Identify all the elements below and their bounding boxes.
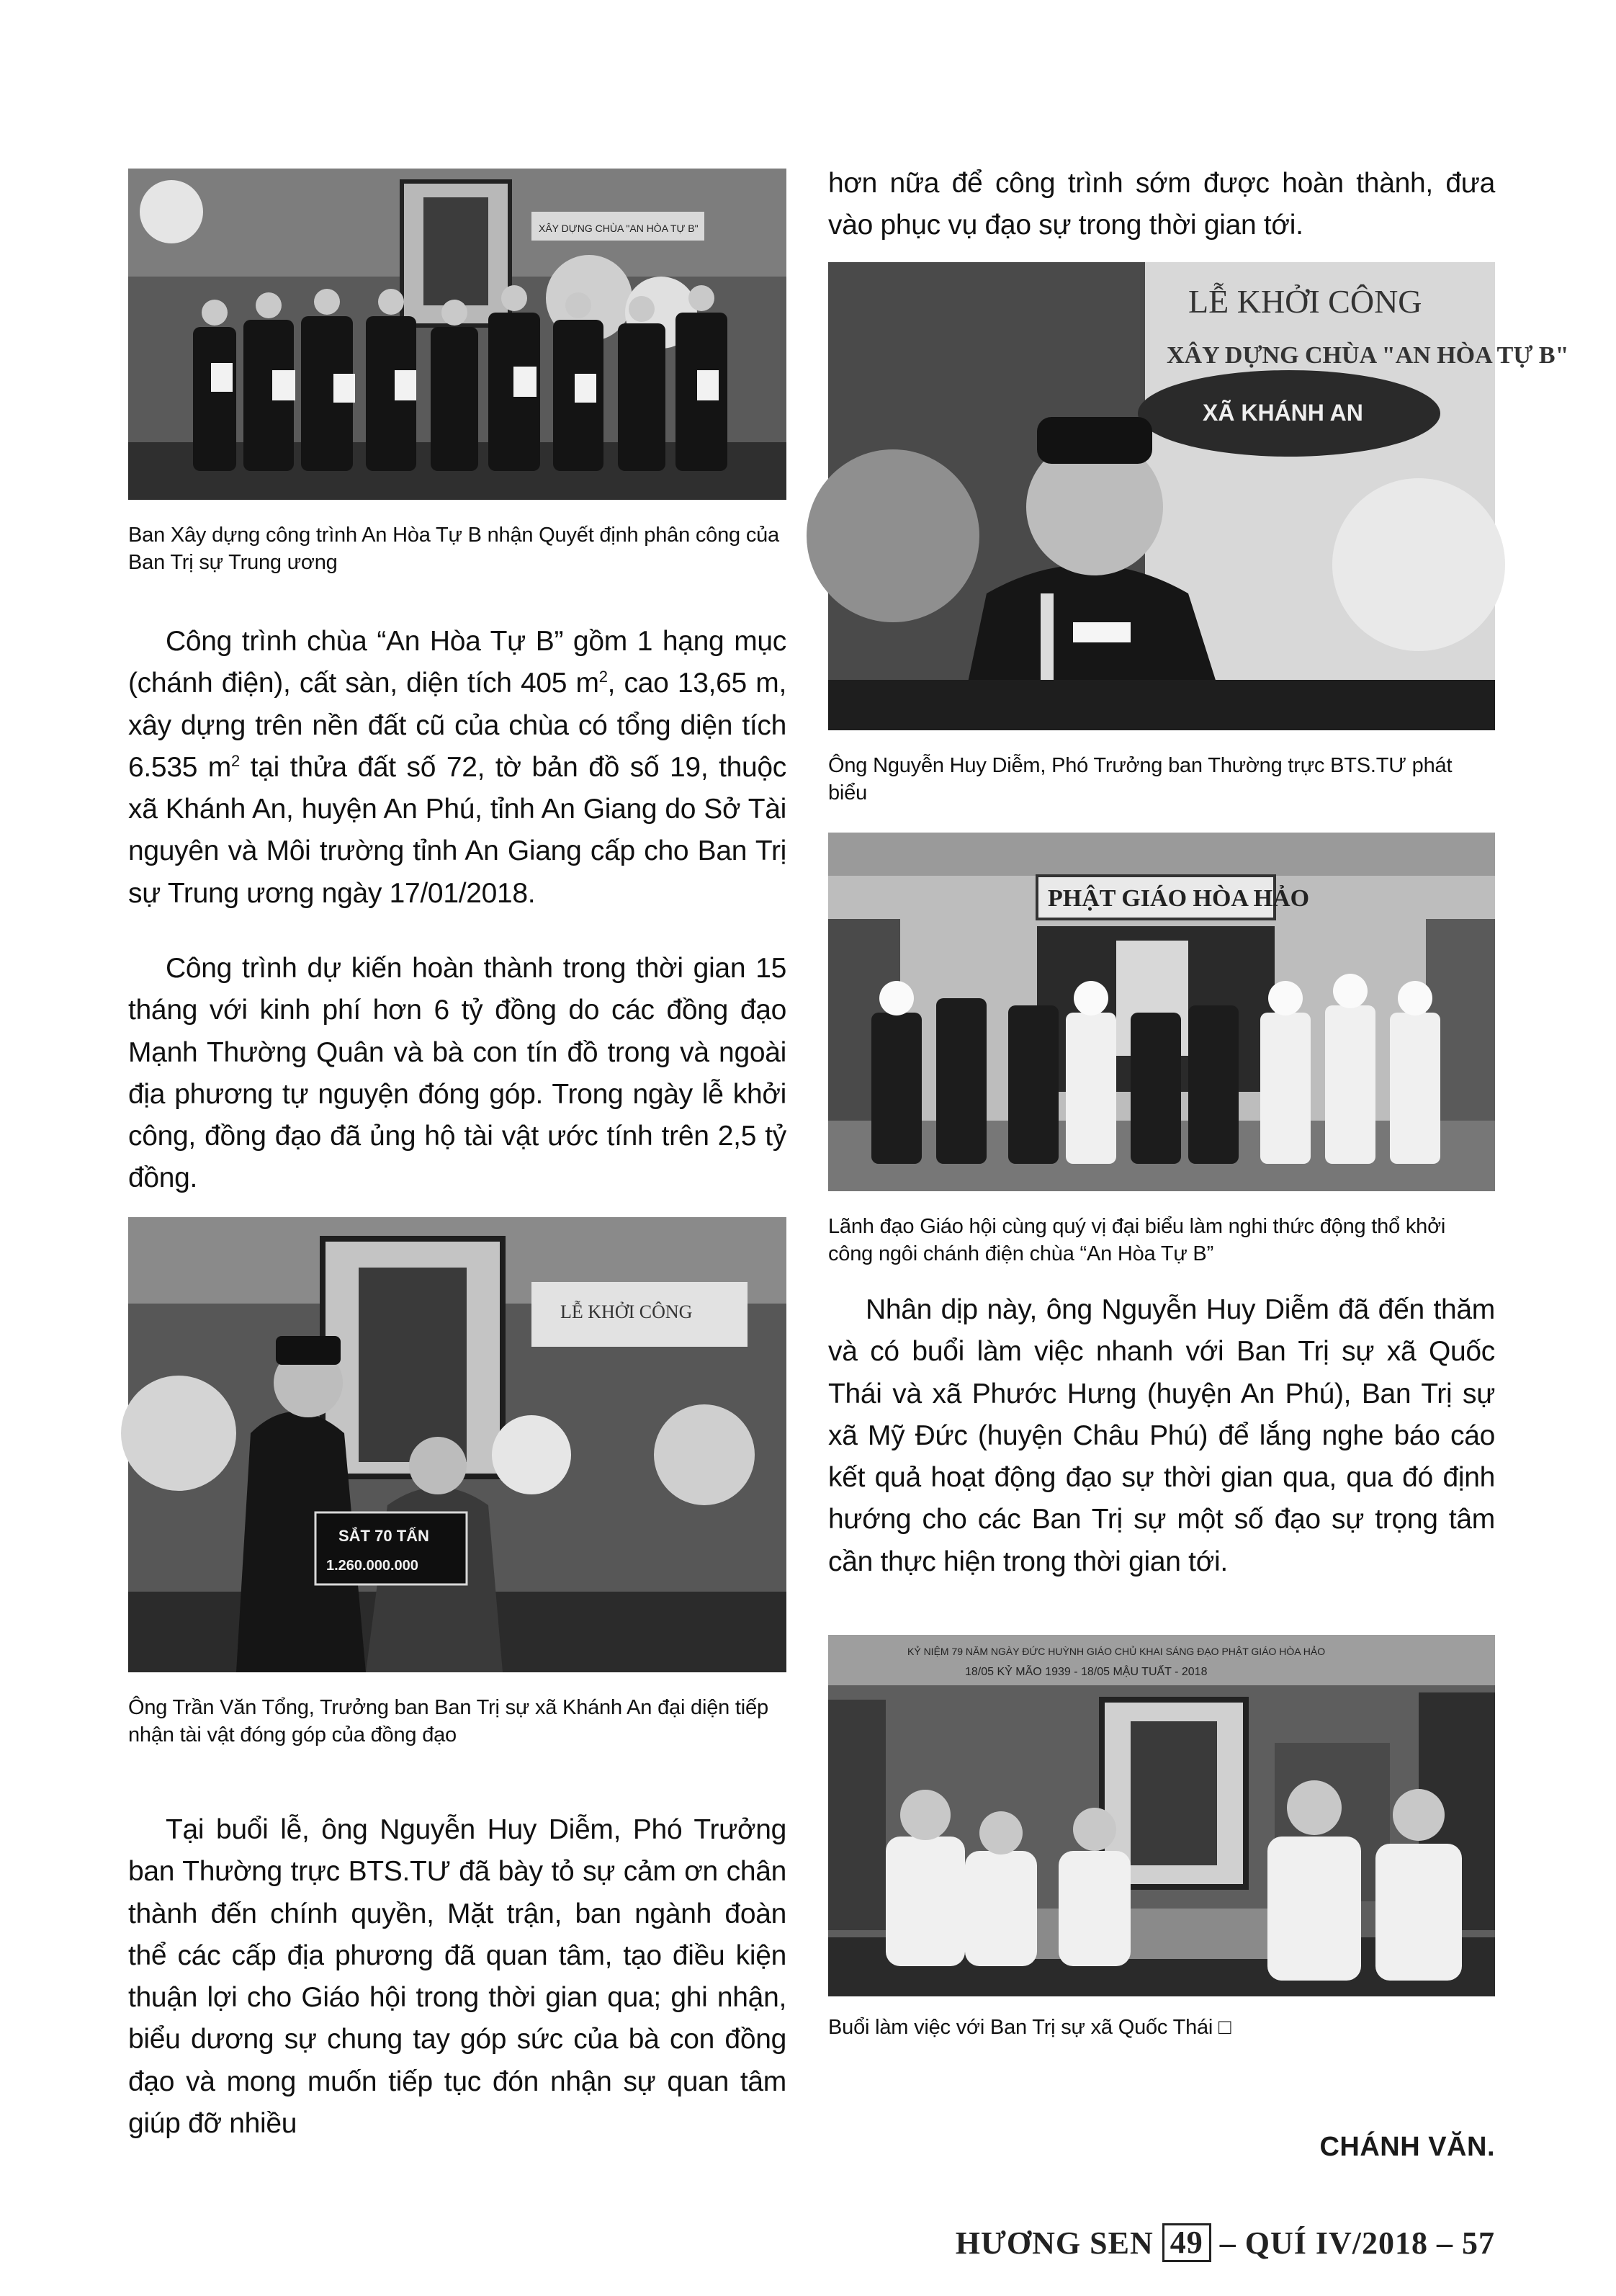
paragraph-working-visit: Nhân dịp này, ông Nguyễn Huy Diễm đã đến thăm và có buổi làm việc nhanh với Ban Trị sự xã Quốc Thái và xã Phước Hưng (huyện An Phú), Ban Trị sự xã Mỹ Đức (huyện Châu Phú) để lắng nghe báo cáo kết quả hoạt động đạo sự thời gian qua, qua đó định hướng cho các Ban Trị sự một số đạo sự trọng tâm cần thực hiện trong thời gian tới. <box>828 1294 1495 1577</box>
photo1-banner-text: XÂY DỰNG CHÙA "AN HÒA TỰ B" <box>539 223 699 234</box>
photo2-sign-line2: 1.260.000.000 <box>326 1558 418 1574</box>
paragraph-gratitude: Tại buổi lễ, ông Nguyễn Huy Diễm, Phó Trưởng ban Thường trực BTS.TƯ đã bày tỏ sự cảm ơn chân thành đến chính quyền, Mặt trận, ban ngành đoàn thể các cấp địa phương đã quan tâm, tạo điều kiện thuận lợi cho Giáo hội trong thời gian qua; ghi nhận, biểu dương sự chung tay góp sức của bà con đồng đạo và mong muốn tiếp tục đón nhận sự quan tâm giúp đỡ nhiều <box>128 1814 786 2140</box>
para1-part-a: Công trình chùa “An Hòa Tự B” gồm 1 hạng mục (chánh điện), cất sàn, diện tích 405 m <box>128 626 786 699</box>
photo2-banner-text: LỄ KHỞI CÔNG <box>560 1301 693 1322</box>
photo-working-session <box>828 1635 1495 1996</box>
photo4-caption: Lãnh đạo Giáo hội cùng quý vị đại biểu làm nghi thức động thổ khởi công ngôi chánh điện chùa “An Hòa Tự B” <box>828 1215 1446 1265</box>
end-mark: □ <box>1218 2016 1231 2039</box>
photo-speech <box>828 262 1569 730</box>
photo2-caption: Ông Trần Văn Tổng, Trưởng ban Ban Trị sự xã Khánh An đại diện tiếp nhận tài vật đóng góp của đồng đạo <box>128 1696 768 1746</box>
photo5-caption <box>828 2014 1495 2041</box>
photo3-caption: Ông Nguyễn Huy Diễm, Phó Trưởng ban Thường trực BTS.TƯ phát biểu <box>828 754 1453 804</box>
photo-construction-committee <box>128 169 786 500</box>
page-number: 57 <box>1462 2225 1495 2261</box>
photo1-caption: Ban Xây dựng công trình An Hòa Tự B nhận Quyết định phân công của Ban Trị sự Trung ương <box>128 524 779 574</box>
photo5-banner-line2: 18/05 KỶ MÃO 1939 - 18/05 MẬU TUẤT - 2018 <box>965 1666 1208 1678</box>
photo-groundbreaking <box>828 833 1495 1191</box>
magazine-name: HƯƠNG SEN <box>955 2225 1154 2261</box>
photo3-banner-line2: XÂY DỰNG CHÙA "AN HÒA TỰ B" <box>1167 342 1569 369</box>
para1-part-c: tại thửa đất số 72, tờ bản đồ số 19, thuộc xã Khánh An, huyện An Phú, tỉnh An Giang do Sở Tài nguyên và Môi trường tỉnh An Giang cấp cho Ban Trị sự Trung ương ngày 17/01/2018. <box>128 751 786 909</box>
photo5-banner-line1: KỶ NIỆM 79 NĂM NGÀY ĐỨC HUỲNH GIÁO CHỦ KHAI SÁNG ĐẠO PHẬT GIÁO HÒA HẢO <box>907 1646 1326 1657</box>
page-footer <box>956 2223 1495 2262</box>
photo3-wreath-line: XÃ KHÁNH AN <box>1203 400 1363 426</box>
photo3-banner-line1: LỄ KHỞI CÔNG <box>1188 283 1422 320</box>
photo-donation-receipt <box>128 1217 786 1672</box>
paragraph-project-description <box>128 621 786 915</box>
paragraph-project-timeline: Công trình dự kiến hoàn thành trong thời gian 15 tháng với kinh phí hơn 6 tỷ đồng do các đồng đạo Mạnh Thường Quân và bà con tín đồ trong và ngoài địa phương tự nguyện đóng góp. Trong ngày lễ khởi công, đồng đạo đã ủng hộ tài vật ước tính trên 2,5 tỷ đồng. <box>128 953 786 1194</box>
photo5-caption-text: Buổi làm việc với Ban Trị sự xã Quốc Thái <box>828 2016 1213 2039</box>
photo2-sign-line1: SẮT 70 TẤN <box>338 1527 429 1545</box>
article-author: CHÁNH VĂN. <box>1319 2132 1495 2162</box>
para1-sup1: 2 <box>598 668 608 686</box>
issue-number: 49 <box>1162 2223 1211 2262</box>
paragraph-continued: hơn nữa để công trình sớm được hoàn thành, đưa vào phục vụ đạo sự trong thời gian tới. <box>828 168 1495 241</box>
photo4-sign-text: PHẬT GIÁO HÒA HẢO <box>1048 885 1310 912</box>
issue-period: – QUÍ IV/2018 – <box>1219 2225 1453 2261</box>
para1-sup2: 2 <box>231 751 240 770</box>
para1-part-b: , cao 13,65 m, xây dựng trên nền đất cũ của chùa có tổng diện tích 6.535 m <box>128 668 786 783</box>
